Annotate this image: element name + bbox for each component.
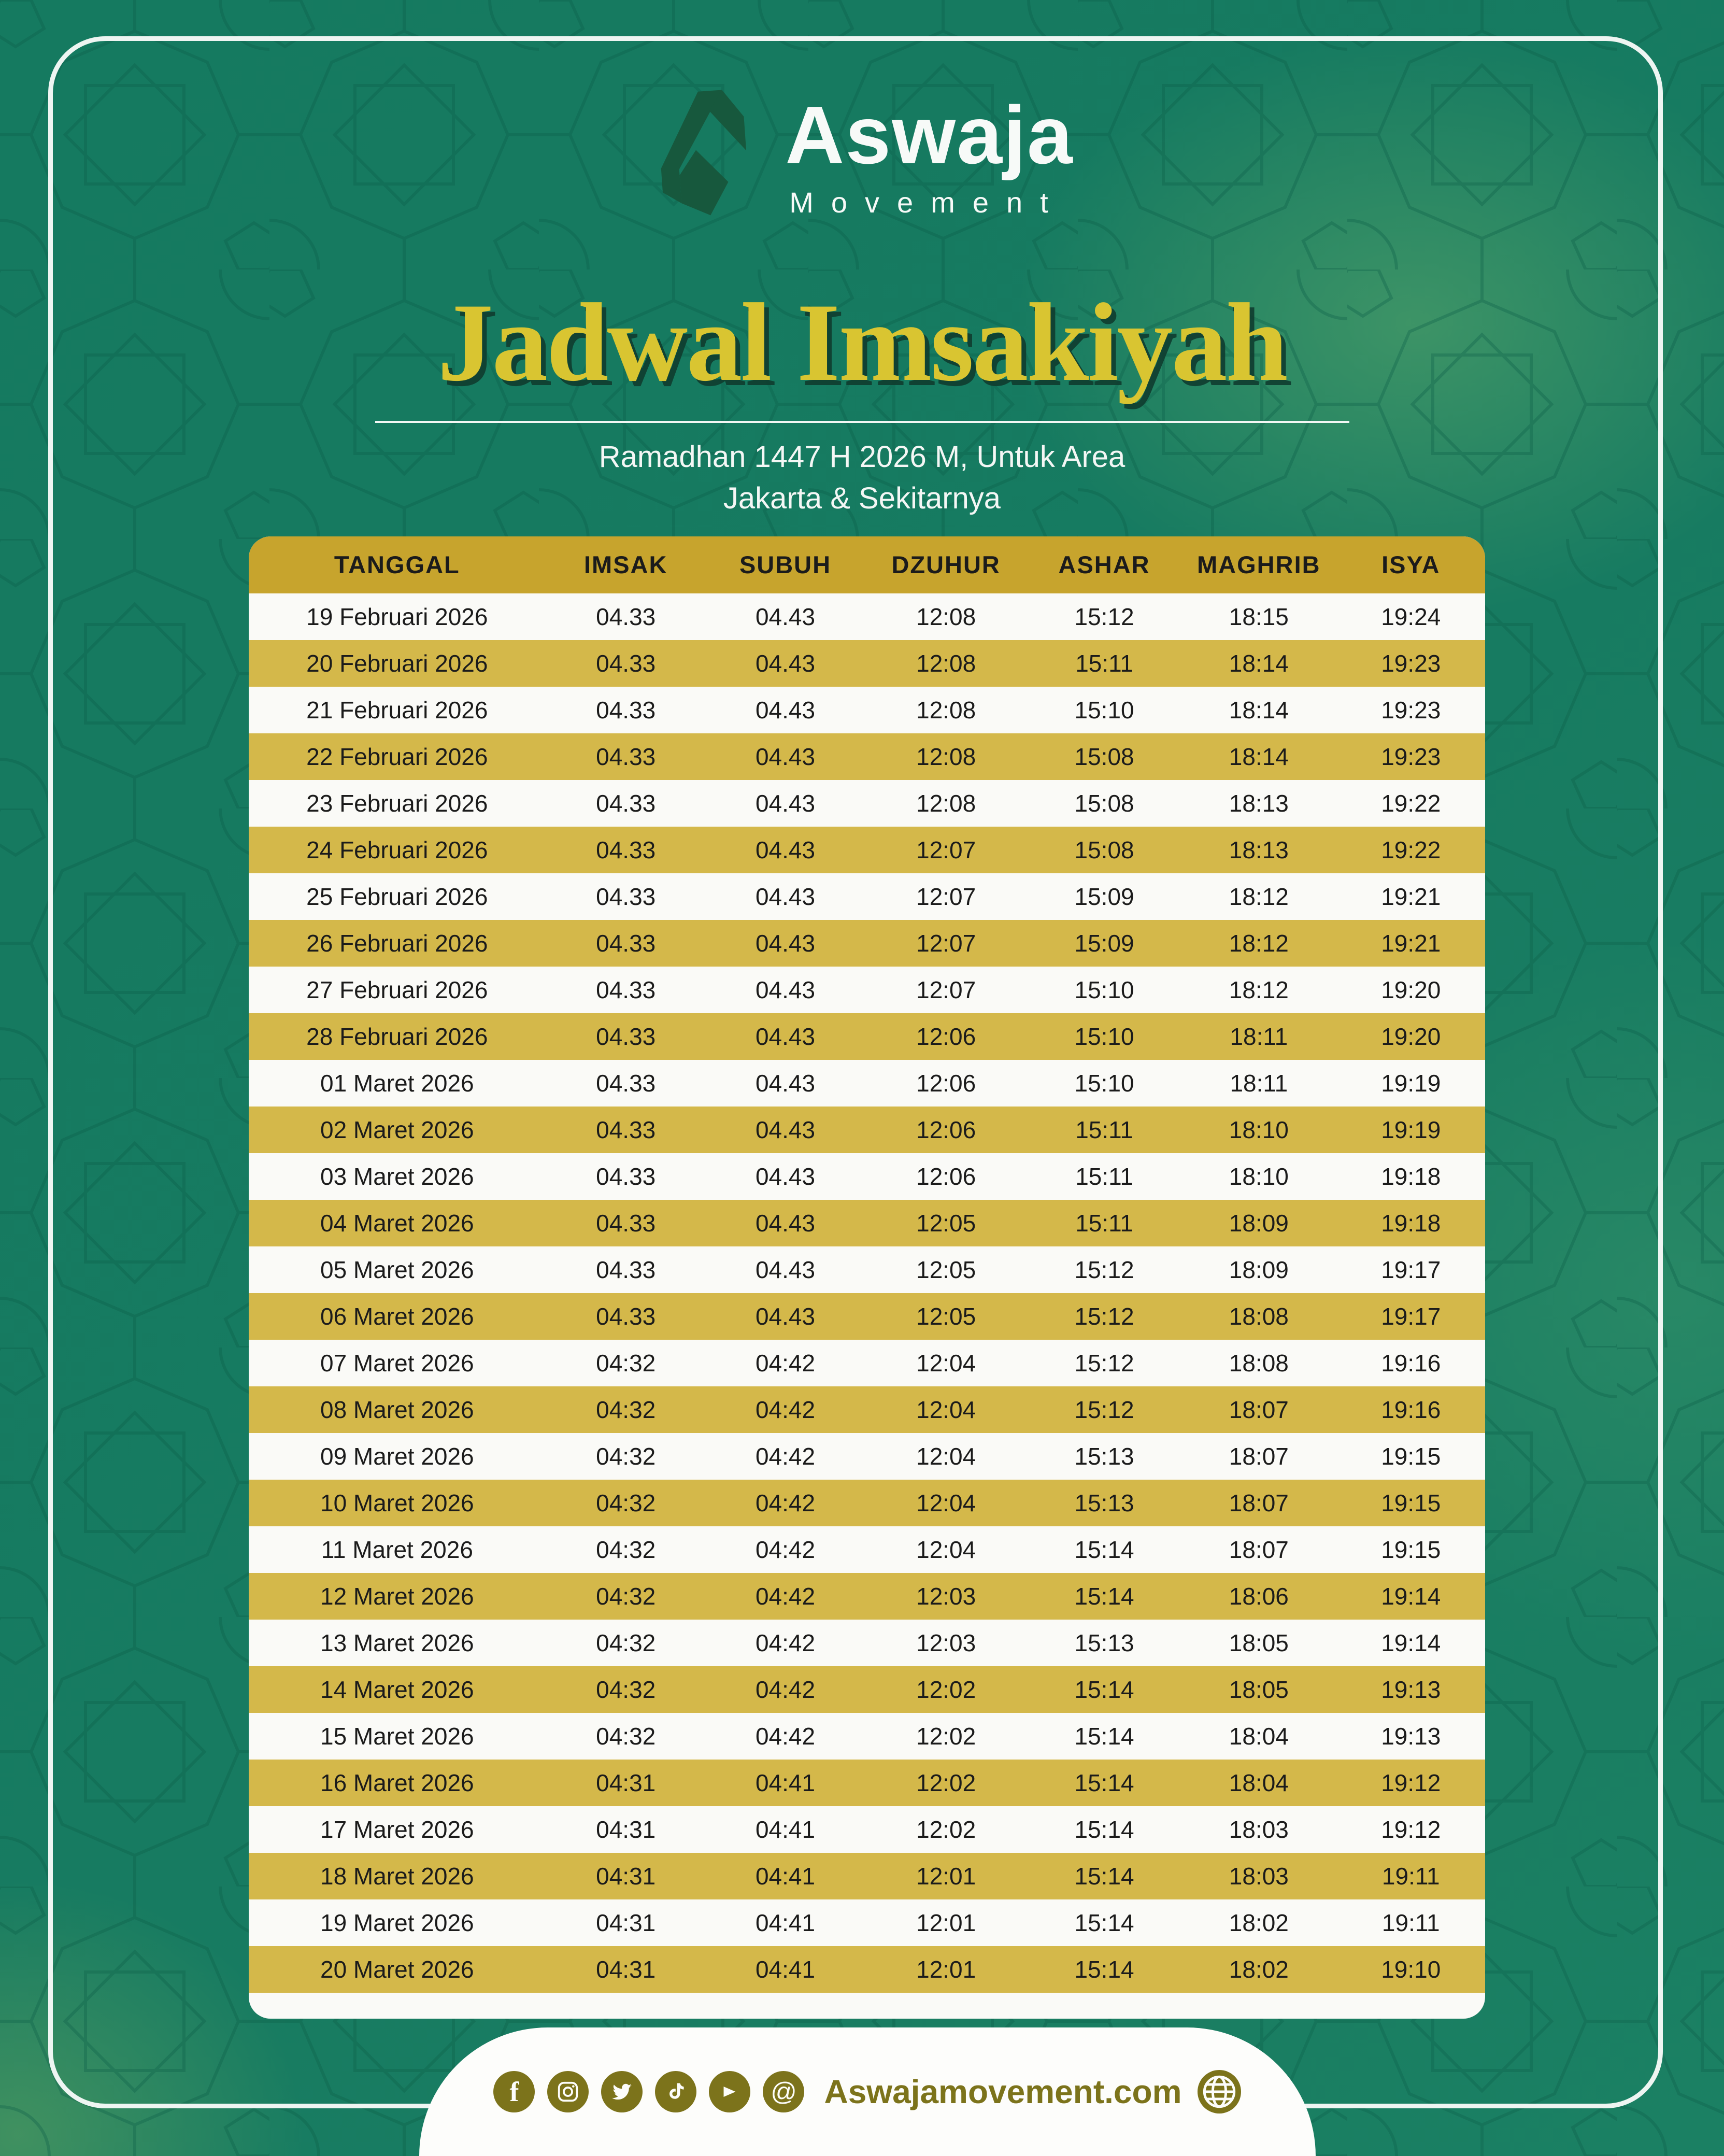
time-cell: 15:14 bbox=[1074, 1536, 1134, 1563]
time-cell: 15:08 bbox=[1074, 836, 1134, 863]
time-cell: 12:04 bbox=[916, 1536, 976, 1563]
date-cell: 14 Maret 2026 bbox=[320, 1676, 474, 1703]
time-cell: 04.43 bbox=[755, 790, 816, 817]
time-cell: 18:07 bbox=[1229, 1536, 1289, 1563]
time-cell: 19:23 bbox=[1381, 650, 1441, 677]
time-cell: 12:02 bbox=[916, 1723, 976, 1750]
time-cell: 18:11 bbox=[1230, 1070, 1288, 1097]
time-cell: 15:14 bbox=[1074, 1863, 1134, 1890]
time-cell: 15:14 bbox=[1074, 1723, 1134, 1750]
date-cell: 11 Maret 2026 bbox=[321, 1536, 473, 1563]
time-cell: 15:10 bbox=[1074, 976, 1134, 1003]
threads-icon: @ bbox=[763, 2071, 804, 2112]
date-cell: 17 Maret 2026 bbox=[320, 1816, 474, 1843]
time-cell: 04:42 bbox=[755, 1676, 816, 1703]
date-cell: 12 Maret 2026 bbox=[320, 1583, 474, 1610]
time-cell: 15:13 bbox=[1074, 1629, 1134, 1656]
time-cell: 18:07 bbox=[1229, 1443, 1289, 1470]
column-header-tanggal: TANGGAL bbox=[334, 551, 460, 578]
time-cell: 19:15 bbox=[1381, 1536, 1441, 1563]
brand-tagline: Movement bbox=[789, 186, 1066, 219]
date-cell: 27 Februari 2026 bbox=[306, 976, 488, 1003]
time-cell: 04:41 bbox=[755, 1956, 816, 1983]
time-cell: 04.33 bbox=[596, 1256, 656, 1283]
time-cell: 15:11 bbox=[1075, 1163, 1133, 1190]
table-row bbox=[249, 1526, 1485, 1573]
date-cell: 07 Maret 2026 bbox=[320, 1350, 474, 1377]
time-cell: 04.33 bbox=[596, 930, 656, 957]
column-header-maghrib: MAGHRIB bbox=[1197, 551, 1321, 578]
time-cell: 12:01 bbox=[916, 1909, 976, 1936]
time-cell: 19:20 bbox=[1381, 1023, 1441, 1050]
time-cell: 12:04 bbox=[916, 1443, 976, 1470]
time-cell: 15:13 bbox=[1074, 1490, 1134, 1516]
time-cell: 15:10 bbox=[1074, 1070, 1134, 1097]
time-cell: 04:42 bbox=[755, 1443, 816, 1470]
time-cell: 04.43 bbox=[755, 650, 816, 677]
time-cell: 19:14 bbox=[1381, 1629, 1441, 1656]
column-header-dzuhur: DZUHUR bbox=[891, 551, 1001, 578]
time-cell: 04.43 bbox=[755, 836, 816, 863]
time-cell: 19:22 bbox=[1381, 836, 1441, 863]
time-cell: 18:08 bbox=[1229, 1350, 1289, 1377]
time-cell: 04:42 bbox=[755, 1536, 816, 1563]
time-cell: 18:06 bbox=[1229, 1583, 1289, 1610]
time-cell: 19:16 bbox=[1381, 1396, 1441, 1423]
time-cell: 04.33 bbox=[596, 883, 656, 910]
tiktok-icon bbox=[655, 2071, 696, 2112]
time-cell: 18:14 bbox=[1229, 697, 1289, 724]
time-cell: 12:08 bbox=[916, 697, 976, 724]
table-body bbox=[249, 593, 1485, 1993]
brand-name: Aswaja bbox=[785, 89, 1074, 181]
time-cell: 18:14 bbox=[1229, 743, 1289, 770]
schedule-table bbox=[249, 536, 1485, 2019]
time-cell: 04:42 bbox=[755, 1723, 816, 1750]
youtube-icon bbox=[709, 2071, 750, 2112]
date-cell: 15 Maret 2026 bbox=[320, 1723, 474, 1750]
date-cell: 13 Maret 2026 bbox=[320, 1629, 474, 1656]
time-cell: 12:02 bbox=[916, 1676, 976, 1703]
time-cell: 04:32 bbox=[596, 1536, 656, 1563]
time-cell: 18:08 bbox=[1229, 1303, 1289, 1330]
column-header-subuh: SUBUH bbox=[739, 551, 832, 578]
time-cell: 18:04 bbox=[1229, 1769, 1289, 1796]
time-cell: 19:17 bbox=[1381, 1303, 1441, 1330]
date-cell: 08 Maret 2026 bbox=[320, 1396, 474, 1423]
time-cell: 18:09 bbox=[1229, 1256, 1289, 1283]
time-cell: 04.33 bbox=[596, 1023, 656, 1050]
time-cell: 04:41 bbox=[755, 1909, 816, 1936]
page-title: Jadwal Imsakiyah bbox=[437, 280, 1287, 404]
time-cell: 15:08 bbox=[1074, 790, 1134, 817]
date-cell: 25 Februari 2026 bbox=[306, 883, 488, 910]
time-cell: 19:18 bbox=[1381, 1163, 1441, 1190]
date-cell: 22 Februari 2026 bbox=[306, 743, 488, 770]
time-cell: 18:14 bbox=[1229, 650, 1289, 677]
time-cell: 15:11 bbox=[1075, 1210, 1133, 1237]
time-cell: 12:05 bbox=[916, 1210, 976, 1237]
time-cell: 04:42 bbox=[755, 1396, 816, 1423]
time-cell: 04.33 bbox=[596, 1070, 656, 1097]
time-cell: 18:11 bbox=[1230, 1023, 1288, 1050]
time-cell: 18:12 bbox=[1229, 930, 1289, 957]
time-cell: 19:12 bbox=[1381, 1769, 1441, 1796]
time-cell: 18:05 bbox=[1229, 1629, 1289, 1656]
time-cell: 04.33 bbox=[596, 790, 656, 817]
table-row bbox=[249, 967, 1485, 1013]
time-cell: 04:32 bbox=[596, 1490, 656, 1516]
time-cell: 12:07 bbox=[916, 930, 976, 957]
table-row bbox=[249, 1666, 1485, 1713]
time-cell: 12:08 bbox=[916, 790, 976, 817]
time-cell: 04.33 bbox=[596, 1303, 656, 1330]
time-cell: 18:03 bbox=[1229, 1816, 1289, 1843]
time-cell: 12:06 bbox=[916, 1163, 976, 1190]
time-cell: 19:22 bbox=[1381, 790, 1441, 817]
table-row bbox=[249, 1899, 1485, 1946]
time-cell: 12:03 bbox=[916, 1583, 976, 1610]
time-cell: 04.33 bbox=[596, 836, 656, 863]
time-cell: 19:19 bbox=[1381, 1116, 1441, 1143]
table-row bbox=[249, 593, 1485, 640]
date-cell: 18 Maret 2026 bbox=[320, 1863, 474, 1890]
time-cell: 19:23 bbox=[1381, 743, 1441, 770]
subtitle bbox=[0, 436, 1724, 519]
table-row bbox=[249, 1946, 1485, 1993]
time-cell: 15:09 bbox=[1074, 930, 1134, 957]
time-cell: 04.33 bbox=[596, 603, 656, 630]
time-cell: 12:06 bbox=[916, 1116, 976, 1143]
time-cell: 12:04 bbox=[916, 1396, 976, 1423]
time-cell: 15:12 bbox=[1074, 1396, 1134, 1423]
title-underline bbox=[375, 421, 1349, 423]
time-cell: 19:20 bbox=[1381, 976, 1441, 1003]
time-cell: 04.43 bbox=[755, 883, 816, 910]
date-cell: 21 Februari 2026 bbox=[306, 697, 488, 724]
facebook-icon: f bbox=[493, 2071, 535, 2112]
time-cell: 04.33 bbox=[596, 743, 656, 770]
time-cell: 04:41 bbox=[755, 1769, 816, 1796]
time-cell: 04:41 bbox=[755, 1816, 816, 1843]
time-cell: 19:21 bbox=[1381, 930, 1441, 957]
time-cell: 04.33 bbox=[596, 650, 656, 677]
time-cell: 19:13 bbox=[1381, 1676, 1441, 1703]
time-cell: 04.43 bbox=[755, 1070, 816, 1097]
time-cell: 12:08 bbox=[916, 650, 976, 677]
time-cell: 18:04 bbox=[1229, 1723, 1289, 1750]
time-cell: 19:16 bbox=[1381, 1350, 1441, 1377]
time-cell: 15:13 bbox=[1074, 1443, 1134, 1470]
time-cell: 12:07 bbox=[916, 836, 976, 863]
time-cell: 19:23 bbox=[1381, 697, 1441, 724]
time-cell: 12:04 bbox=[916, 1350, 976, 1377]
table-row bbox=[249, 873, 1485, 920]
time-cell: 04:32 bbox=[596, 1583, 656, 1610]
table-row bbox=[249, 1013, 1485, 1060]
time-cell: 15:08 bbox=[1074, 743, 1134, 770]
time-cell: 18:13 bbox=[1229, 790, 1289, 817]
time-cell: 12:08 bbox=[916, 743, 976, 770]
time-cell: 18:10 bbox=[1229, 1116, 1289, 1143]
time-cell: 19:19 bbox=[1381, 1070, 1441, 1097]
time-cell: 19:15 bbox=[1381, 1443, 1441, 1470]
date-cell: 23 Februari 2026 bbox=[306, 790, 488, 817]
time-cell: 15:10 bbox=[1074, 1023, 1134, 1050]
time-cell: 18:02 bbox=[1229, 1909, 1289, 1936]
time-cell: 12:06 bbox=[916, 1023, 976, 1050]
time-cell: 04:32 bbox=[596, 1676, 656, 1703]
time-cell: 19:13 bbox=[1381, 1723, 1441, 1750]
table-row bbox=[249, 1386, 1485, 1433]
time-cell: 15:14 bbox=[1074, 1769, 1134, 1796]
table-row bbox=[249, 1293, 1485, 1340]
globe-icon bbox=[1198, 2070, 1241, 2114]
time-cell: 12:05 bbox=[916, 1303, 976, 1330]
time-cell: 04:32 bbox=[596, 1443, 656, 1470]
table-row bbox=[249, 1060, 1485, 1107]
time-cell: 04.43 bbox=[755, 743, 816, 770]
column-header-ashar: ASHAR bbox=[1058, 551, 1150, 578]
subtitle-line-2: Jakarta & Sekitarnya bbox=[723, 481, 1001, 516]
time-cell: 04.43 bbox=[755, 1303, 816, 1330]
time-cell: 04:41 bbox=[755, 1863, 816, 1890]
time-cell: 04.43 bbox=[755, 976, 816, 1003]
date-cell: 05 Maret 2026 bbox=[320, 1256, 474, 1283]
date-cell: 28 Februari 2026 bbox=[306, 1023, 488, 1050]
column-header-imsak: IMSAK bbox=[583, 551, 668, 578]
date-cell: 16 Maret 2026 bbox=[320, 1769, 474, 1796]
time-cell: 18:09 bbox=[1229, 1210, 1289, 1237]
time-cell: 04:31 bbox=[596, 1769, 656, 1796]
subtitle-line-1: Ramadhan 1447 H 2026 M, Untuk Area bbox=[599, 440, 1125, 474]
time-cell: 12:06 bbox=[916, 1070, 976, 1097]
twitter-icon bbox=[601, 2071, 643, 2112]
time-cell: 18:05 bbox=[1229, 1676, 1289, 1703]
time-cell: 15:12 bbox=[1074, 1350, 1134, 1377]
time-cell: 04.33 bbox=[596, 976, 656, 1003]
table-row bbox=[249, 1480, 1485, 1526]
table-row bbox=[249, 1153, 1485, 1200]
time-cell: 04.43 bbox=[755, 697, 816, 724]
time-cell: 19:24 bbox=[1381, 603, 1441, 630]
time-cell: 04.43 bbox=[755, 1023, 816, 1050]
time-cell: 19:17 bbox=[1381, 1256, 1441, 1283]
time-cell: 12:01 bbox=[916, 1956, 976, 1983]
time-cell: 04:32 bbox=[596, 1723, 656, 1750]
table-row bbox=[249, 827, 1485, 873]
time-cell: 04:31 bbox=[596, 1816, 656, 1843]
time-cell: 04:31 bbox=[596, 1956, 656, 1983]
time-cell: 04.33 bbox=[596, 1163, 656, 1190]
time-cell: 19:10 bbox=[1381, 1956, 1441, 1983]
time-cell: 12:08 bbox=[916, 603, 976, 630]
time-cell: 18:07 bbox=[1229, 1396, 1289, 1423]
time-cell: 15:12 bbox=[1074, 1256, 1134, 1283]
time-cell: 19:11 bbox=[1381, 1863, 1440, 1890]
time-cell: 04:32 bbox=[596, 1629, 656, 1656]
table-header-row bbox=[249, 536, 1485, 593]
time-cell: 18:02 bbox=[1229, 1956, 1289, 1983]
table-row bbox=[249, 640, 1485, 687]
date-cell: 10 Maret 2026 bbox=[320, 1490, 474, 1516]
time-cell: 04.43 bbox=[755, 930, 816, 957]
date-cell: 19 Februari 2026 bbox=[306, 603, 488, 630]
date-cell: 02 Maret 2026 bbox=[320, 1116, 474, 1143]
time-cell: 04:31 bbox=[596, 1909, 656, 1936]
time-cell: 15:11 bbox=[1075, 650, 1133, 677]
table-row bbox=[249, 1433, 1485, 1480]
table-row bbox=[249, 1200, 1485, 1246]
table-row bbox=[249, 733, 1485, 780]
time-cell: 19:18 bbox=[1381, 1210, 1441, 1237]
date-cell: 01 Maret 2026 bbox=[320, 1070, 474, 1097]
table-row bbox=[249, 920, 1485, 967]
time-cell: 15:14 bbox=[1074, 1956, 1134, 1983]
footer bbox=[419, 2027, 1316, 2156]
time-cell: 04:32 bbox=[596, 1350, 656, 1377]
time-cell: 15:14 bbox=[1074, 1909, 1134, 1936]
time-cell: 19:14 bbox=[1381, 1583, 1441, 1610]
time-cell: 12:02 bbox=[916, 1769, 976, 1796]
time-cell: 04:42 bbox=[755, 1629, 816, 1656]
time-cell: 04:42 bbox=[755, 1490, 816, 1516]
date-cell: 20 Februari 2026 bbox=[306, 650, 488, 677]
column-header-isya: ISYA bbox=[1381, 551, 1441, 578]
time-cell: 15:14 bbox=[1074, 1816, 1134, 1843]
time-cell: 12:07 bbox=[916, 883, 976, 910]
time-cell: 19:15 bbox=[1381, 1490, 1441, 1516]
date-cell: 04 Maret 2026 bbox=[320, 1210, 474, 1237]
brand-logo bbox=[0, 87, 1724, 226]
aswaja-logo-icon bbox=[646, 83, 761, 230]
table-row bbox=[249, 1713, 1485, 1760]
time-cell: 04:42 bbox=[755, 1583, 816, 1610]
time-cell: 15:10 bbox=[1074, 697, 1134, 724]
table-row bbox=[249, 780, 1485, 827]
table-row bbox=[249, 1620, 1485, 1666]
instagram-icon bbox=[547, 2071, 589, 2112]
time-cell: 04.33 bbox=[596, 697, 656, 724]
date-cell: 20 Maret 2026 bbox=[320, 1956, 474, 1983]
time-cell: 15:14 bbox=[1074, 1583, 1134, 1610]
time-cell: 04.43 bbox=[755, 1163, 816, 1190]
time-cell: 19:11 bbox=[1381, 1909, 1440, 1936]
time-cell: 12:04 bbox=[916, 1490, 976, 1516]
time-cell: 04.33 bbox=[596, 1210, 656, 1237]
time-cell: 04:32 bbox=[596, 1396, 656, 1423]
table-row bbox=[249, 1246, 1485, 1293]
date-cell: 06 Maret 2026 bbox=[320, 1303, 474, 1330]
time-cell: 04:31 bbox=[596, 1863, 656, 1890]
time-cell: 18:13 bbox=[1229, 836, 1289, 863]
date-cell: 03 Maret 2026 bbox=[320, 1163, 474, 1190]
time-cell: 12:05 bbox=[916, 1256, 976, 1283]
table-row bbox=[249, 1853, 1485, 1899]
time-cell: 19:21 bbox=[1381, 883, 1441, 910]
date-cell: 19 Maret 2026 bbox=[320, 1909, 474, 1936]
time-cell: 18:15 bbox=[1229, 603, 1289, 630]
time-cell: 18:10 bbox=[1229, 1163, 1289, 1190]
time-cell: 18:07 bbox=[1229, 1490, 1289, 1516]
table-row bbox=[249, 1573, 1485, 1620]
time-cell: 04:42 bbox=[755, 1350, 816, 1377]
time-cell: 12:03 bbox=[916, 1629, 976, 1656]
date-cell: 26 Februari 2026 bbox=[306, 930, 488, 957]
time-cell: 15:14 bbox=[1074, 1676, 1134, 1703]
time-cell: 18:12 bbox=[1229, 883, 1289, 910]
table-row bbox=[249, 1107, 1485, 1153]
time-cell: 15:12 bbox=[1074, 1303, 1134, 1330]
table-row bbox=[249, 1760, 1485, 1806]
table-row bbox=[249, 1806, 1485, 1853]
time-cell: 12:02 bbox=[916, 1816, 976, 1843]
time-cell: 19:12 bbox=[1381, 1816, 1441, 1843]
website-text: Aswajamovement.com bbox=[824, 2073, 1182, 2110]
date-cell: 24 Februari 2026 bbox=[306, 836, 488, 863]
time-cell: 18:03 bbox=[1229, 1863, 1289, 1890]
time-cell: 12:01 bbox=[916, 1863, 976, 1890]
time-cell: 04.43 bbox=[755, 1256, 816, 1283]
time-cell: 04.43 bbox=[755, 1116, 816, 1143]
time-cell: 15:09 bbox=[1074, 883, 1134, 910]
time-cell: 15:11 bbox=[1075, 1116, 1133, 1143]
date-cell: 09 Maret 2026 bbox=[320, 1443, 474, 1470]
time-cell: 04.43 bbox=[755, 603, 816, 630]
time-cell: 04.43 bbox=[755, 1210, 816, 1237]
table-row bbox=[249, 687, 1485, 733]
time-cell: 18:12 bbox=[1229, 976, 1289, 1003]
time-cell: 12:07 bbox=[916, 976, 976, 1003]
time-cell: 04.33 bbox=[596, 1116, 656, 1143]
table-row bbox=[249, 1340, 1485, 1386]
time-cell: 15:12 bbox=[1074, 603, 1134, 630]
